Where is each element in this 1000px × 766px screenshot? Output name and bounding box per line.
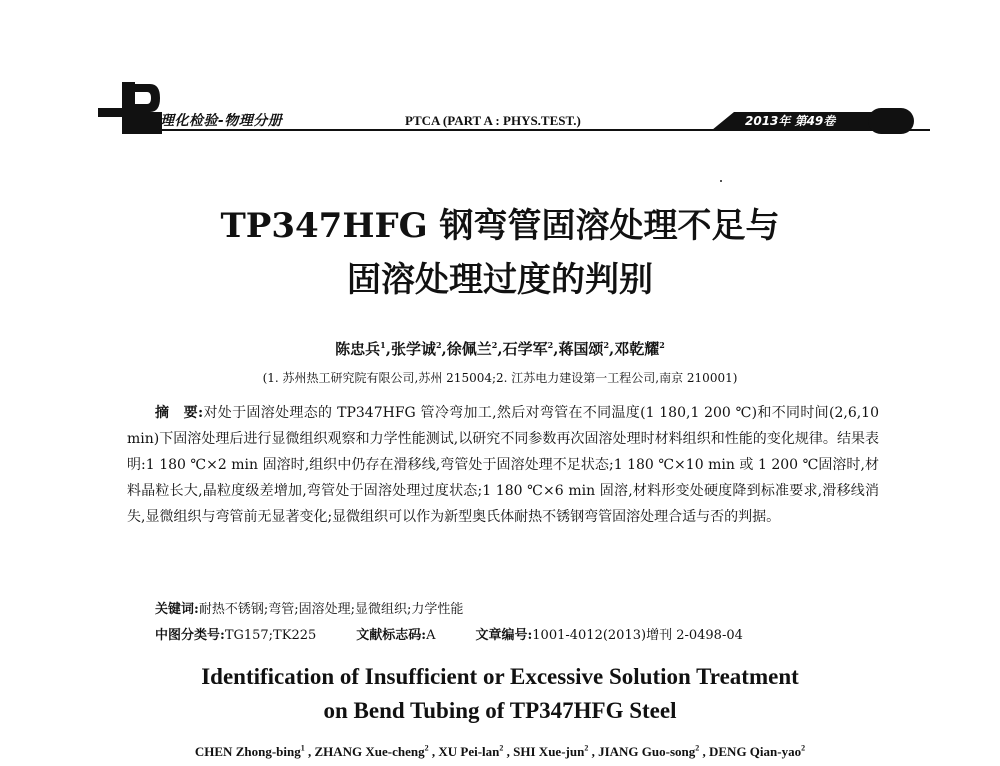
journal-name-cn: 理化检验-物理分册 <box>160 113 283 129</box>
author-en: SHI Xue-jun <box>513 744 585 759</box>
abstract-label: 摘 要: <box>155 405 204 421</box>
journal-name-en: PTCA (PART A : PHYS.TEST.) <box>405 113 581 128</box>
author-affiliation-mark: 1 <box>300 743 305 753</box>
journal-logo-p <box>98 82 162 134</box>
article-number-value: 1001-4012(2013)增刊 2-0498-04 <box>532 628 743 643</box>
title-cn-line2: 固溶处理过度的判别 <box>347 260 653 300</box>
author-affiliation-mark: 1 <box>380 340 386 350</box>
abstract-text: 对处于固溶处理态的 TP347HFG 管冷弯加工,然后对弯管在不同温度(1 180,1 200 ℃)和不同时间(2,6,10 min)下固溶处理后进行显微组织观察和力学性能测试,以研究不同参数再次固溶处理时材料组织和性能的变化规律。结果表明:1 180 ℃×2 min 固溶时,组织中仍存在滑移线,弯管处于固溶处理不足状态;1 180 ℃×10 min 或 1 200 ℃固溶时,材料晶粒长大,晶粒度级差增加,弯管处于固溶处理过度状态;1 180 ℃×6 min 固溶,材料形变处硬度降到标准要求,滑移线消失,显微组织与弯管前无显著变化;显微组织可以作为新型奥氏体耐热不锈钢弯管固溶处理合适与否的判据。 <box>127 405 879 525</box>
author-cn: 蒋国颂 <box>558 340 604 358</box>
author-affiliation-mark: 2 <box>491 340 498 350</box>
keywords-text: 耐热不锈钢;弯管;固溶处理;显微组织;力学性能 <box>198 602 464 617</box>
title-cn-line1: TP347HFG 钢弯管固溶处理不足与 <box>220 206 780 246</box>
author-affiliation-mark: 2 <box>499 743 504 753</box>
author-affiliation-mark: 2 <box>547 340 554 350</box>
keywords-label: 关键词: <box>155 602 199 617</box>
author-en: DENG Qian-yao <box>709 744 802 759</box>
authors-en: CHEN Zhong-bing$^1$ , ZHANG Xue-cheng$^2$ , XU Pei-lan$^2$ , SHI Xue-jun$^2$ , JIANG Guo-song$^2$ , DENG Qian-yao$^2$ <box>194 743 806 759</box>
doc-code-label: 文献标志码: <box>356 628 427 643</box>
classification-line <box>155 624 743 643</box>
author-cn: 徐佩兰 <box>446 340 492 358</box>
author-affiliation-mark: 2 <box>435 340 442 350</box>
year-volume: 2013年 第49卷 <box>745 114 836 128</box>
author-en: XU Pei-lan <box>438 744 500 759</box>
title-en-line1: Identification of Insufficient or Excessive Solution Treatment <box>201 664 799 689</box>
clc-value: TG157;TK225 <box>224 628 317 643</box>
author-cn: 邓乾耀 <box>614 340 660 358</box>
author-cn: 张学诚 <box>390 340 436 358</box>
authors-cn: 陈忠兵$^1$,张学诚$^2$,徐佩兰$^2$,石学军$^2$,蒋国颂$^2$,邓乾耀$^2$ <box>335 340 665 358</box>
author-affiliation-mark: 2 <box>603 340 610 350</box>
doc-code-value: A <box>426 628 436 643</box>
author-en: ZHANG Xue-cheng <box>314 744 425 759</box>
author-cn: 陈忠兵 <box>335 340 381 358</box>
author-affiliation-mark: 2 <box>801 743 806 753</box>
clc-label: 中图分类号: <box>155 628 225 643</box>
author-affiliation-mark: 2 <box>584 743 589 753</box>
author-en: CHEN Zhong-bing <box>194 744 301 759</box>
abstract <box>127 400 879 530</box>
article-number-label: 文章编号: <box>475 628 533 643</box>
author-cn: 石学军 <box>502 340 548 358</box>
keywords <box>155 598 463 617</box>
affiliation-cn: (1. 苏州热工研究院有限公司,苏州 215004;2. 江苏电力建设第一工程公司,南京 210001) <box>262 371 738 385</box>
title-en-line2: on Bend Tubing of TP347HFG Steel <box>323 698 677 723</box>
author-affiliation-mark: 2 <box>659 340 665 350</box>
header-end-cap <box>868 108 914 134</box>
author-affiliation-mark: 2 <box>424 743 429 753</box>
scan-speck <box>720 180 722 182</box>
author-affiliation-mark: 2 <box>695 743 700 753</box>
author-en: JIANG Guo-song <box>598 744 696 759</box>
